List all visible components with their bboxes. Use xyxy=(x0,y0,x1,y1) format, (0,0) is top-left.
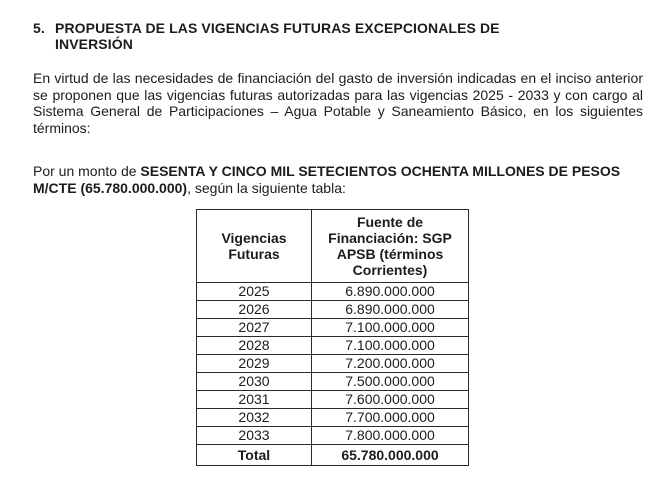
value-cell: 7.600.000.000 xyxy=(312,391,469,409)
total-label: Total xyxy=(197,445,312,466)
year-cell: 2030 xyxy=(197,373,312,391)
value-cell: 7.800.000.000 xyxy=(312,427,469,445)
header-fuente: Fuente de Financiación: SGP APSB (términos Corrientes) xyxy=(312,210,469,283)
table-row xyxy=(197,409,469,427)
total-value: 65.780.000.000 xyxy=(312,445,469,466)
year-cell: 2031 xyxy=(197,391,312,409)
section-heading-line1 xyxy=(33,20,613,36)
value-cell: 7.500.000.000 xyxy=(312,373,469,391)
table-row xyxy=(197,391,469,409)
table-row xyxy=(197,355,469,373)
amount-paragraph xyxy=(33,163,645,197)
table-row xyxy=(197,427,469,445)
year-cell: 2029 xyxy=(197,355,312,373)
year-cell: 2025 xyxy=(197,283,312,301)
value-cell: 7.100.000.000 xyxy=(312,337,469,355)
vigencias-table xyxy=(196,209,469,466)
table-header-row xyxy=(197,210,469,283)
section-number: 5. xyxy=(33,20,45,36)
table-row xyxy=(197,301,469,319)
amount-bold: SESENTA Y CINCO MIL SETECIENTOS OCHENTA MILLONES DE PESOS M/CTE (65.780.000.000) xyxy=(33,163,621,196)
year-cell: 2033 xyxy=(197,427,312,445)
header-vigencias: Vigencias Futuras xyxy=(197,210,312,283)
table-row xyxy=(197,283,469,301)
section-title-line1: PROPUESTA DE LAS VIGENCIAS FUTURAS EXCEPCIONALES DE xyxy=(55,20,500,36)
year-cell: 2028 xyxy=(197,337,312,355)
value-cell: 6.890.000.000 xyxy=(312,283,469,301)
amount-suffix: , según la siguiente tabla: xyxy=(187,180,346,196)
year-cell: 2032 xyxy=(197,409,312,427)
year-cell: 2026 xyxy=(197,301,312,319)
table-row xyxy=(197,319,469,337)
value-cell: 7.200.000.000 xyxy=(312,355,469,373)
value-cell: 7.100.000.000 xyxy=(312,319,469,337)
section-title-line2: INVERSIÓN xyxy=(55,36,133,52)
value-cell: 6.890.000.000 xyxy=(312,301,469,319)
section-heading xyxy=(33,20,613,52)
value-cell: 7.700.000.000 xyxy=(312,409,469,427)
total-row xyxy=(197,445,469,466)
year-cell: 2027 xyxy=(197,319,312,337)
intro-paragraph: En virtud de las necesidades de financiación del gasto de inversión indicadas en el inciso anterior se proponen que las vigencias futuras autorizadas para las vigencias 2025 - 2033 y con cargo al Sistema General de Participaciones – Agua Potable y Saneamiento Básico, en los siguientes términos: xyxy=(33,70,643,136)
table-row xyxy=(197,373,469,391)
amount-prefix: Por un monto de xyxy=(33,163,141,179)
table-row xyxy=(197,337,469,355)
